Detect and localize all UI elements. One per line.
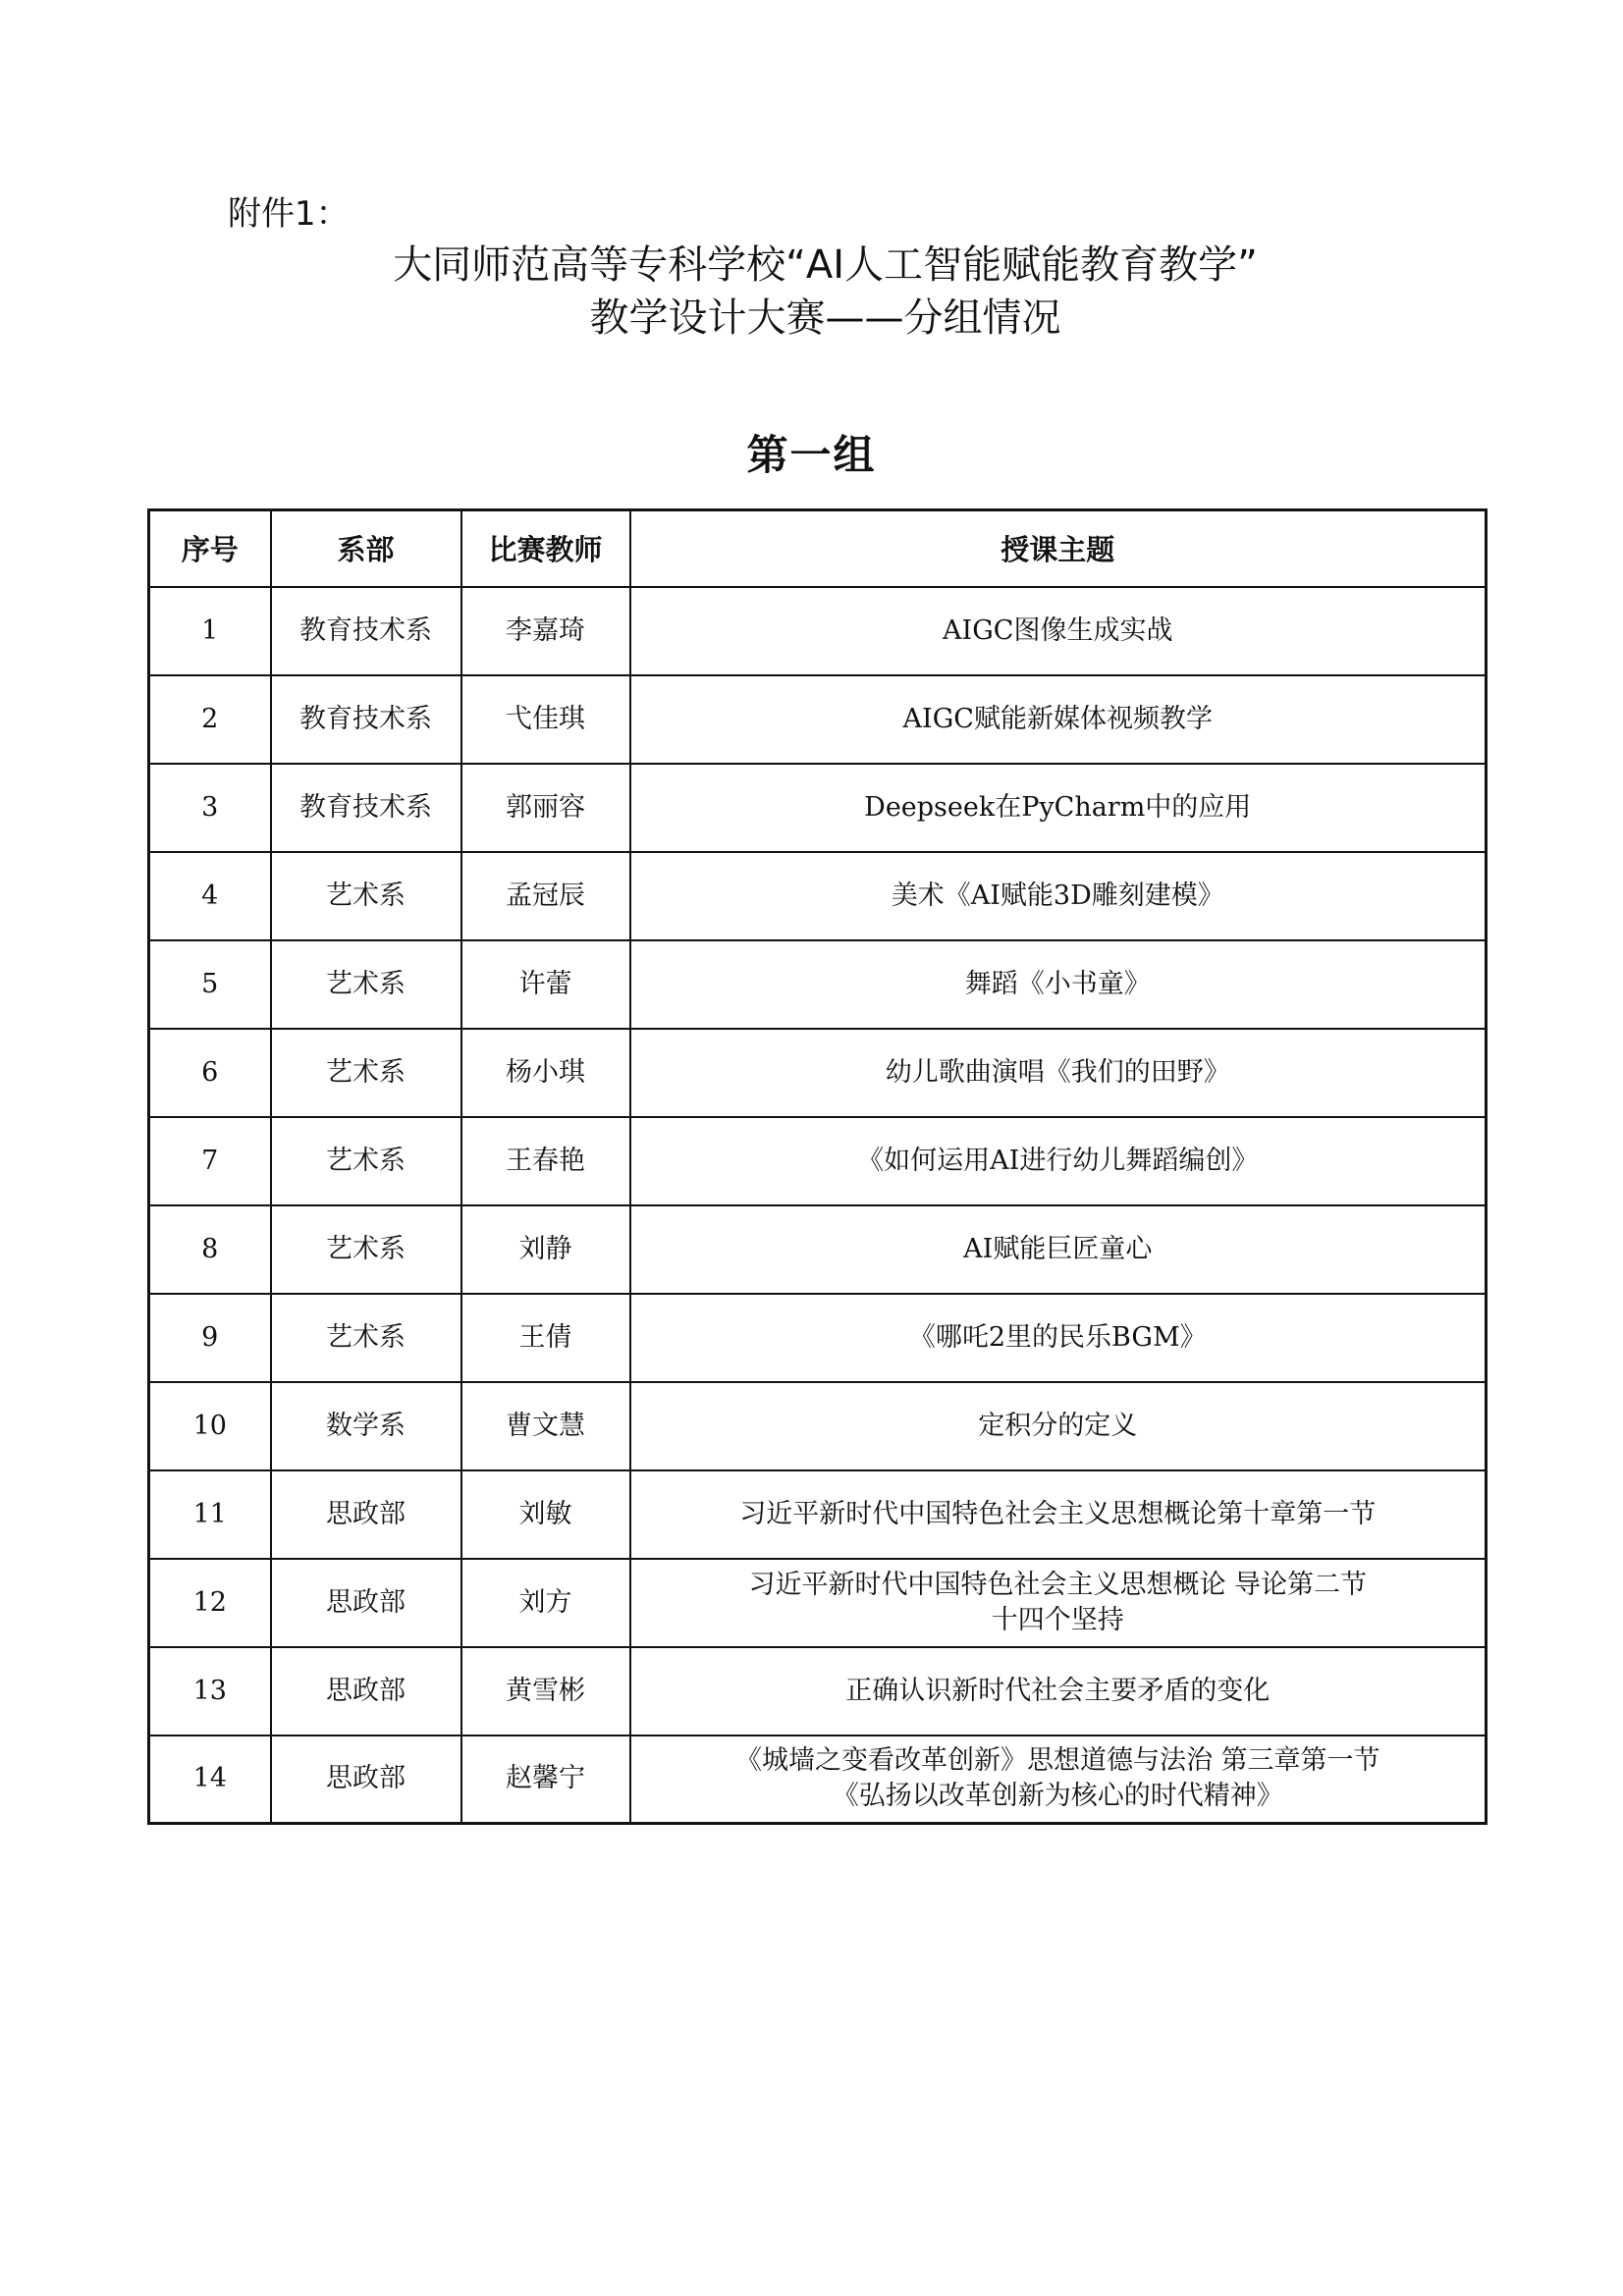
cell-teacher: 杨小琪: [461, 1029, 630, 1117]
table-row: [149, 852, 1487, 940]
cell-teacher: 刘方: [461, 1559, 630, 1647]
cell-topic: [630, 1205, 1487, 1294]
cell-teacher: 赵馨宁: [461, 1735, 630, 1824]
topic-line-1: 美术《AI赋能3D雕刻建模》: [891, 880, 1224, 911]
header-department: 系部: [271, 510, 461, 587]
cell-teacher: 刘敏: [461, 1470, 630, 1559]
cell-topic: [630, 1735, 1487, 1824]
cell-topic: [630, 1382, 1487, 1470]
topic-line-2: 《弘扬以改革创新为核心的时代精神》: [832, 1781, 1283, 1812]
cell-topic: [630, 940, 1487, 1029]
topic-line-1: Deepseek在PyCharm中的应用: [864, 791, 1252, 823]
header-teacher: 比赛教师: [461, 510, 630, 587]
cell-department: 思政部: [271, 1647, 461, 1735]
topic-line-1: 习近平新时代中国特色社会主义思想概论 导论第二节: [748, 1569, 1368, 1600]
cell-index: 13: [149, 1647, 271, 1735]
table-row: [149, 1735, 1487, 1824]
cell-department: 教育技术系: [271, 587, 461, 675]
topic-line-1: 习近平新时代中国特色社会主义思想概论第十章第一节: [739, 1498, 1377, 1529]
cell-teacher: 孟冠辰: [461, 852, 630, 940]
cell-department: 艺术系: [271, 1117, 461, 1205]
cell-index: 2: [149, 675, 271, 764]
cell-teacher: 弋佳琪: [461, 675, 630, 764]
cell-topic: [630, 1470, 1487, 1559]
topic-line-1: AIGC赋能新媒体视频教学: [902, 703, 1213, 734]
cell-topic: [630, 1029, 1487, 1117]
table-row: [149, 1294, 1487, 1382]
cell-teacher: 曹文慧: [461, 1382, 630, 1470]
table-row: [149, 1117, 1487, 1205]
cell-index: 12: [149, 1559, 271, 1647]
table-row: [149, 1647, 1487, 1735]
group-title: 第一组: [746, 431, 877, 479]
cell-teacher: 郭丽容: [461, 764, 630, 852]
cell-topic: [630, 1647, 1487, 1735]
cell-teacher: 黄雪彬: [461, 1647, 630, 1735]
document-title-line-1: 大同师范高等专科学校“AI人工智能赋能教育教学”: [393, 242, 1258, 288]
cell-department: 数学系: [271, 1382, 461, 1470]
topic-line-1: AI赋能巨匠童心: [963, 1233, 1153, 1264]
topic-line-2: 十四个坚持: [991, 1604, 1124, 1635]
cell-topic: [630, 675, 1487, 764]
topic-line-1: 舞蹈《小书童》: [964, 968, 1151, 999]
cell-department: 思政部: [271, 1735, 461, 1824]
cell-index: 5: [149, 940, 271, 1029]
table-row: [149, 1029, 1487, 1117]
cell-department: 艺术系: [271, 852, 461, 940]
cell-index: 9: [149, 1294, 271, 1382]
attachment-label: 附件1：: [228, 194, 350, 234]
cell-topic: [630, 764, 1487, 852]
topic-line-1: 幼儿歌曲演唱《我们的田野》: [885, 1056, 1230, 1088]
cell-index: 10: [149, 1382, 271, 1470]
group-table: [147, 508, 1488, 1825]
cell-teacher: 王春艳: [461, 1117, 630, 1205]
topic-line-1: AIGC图像生成实战: [943, 614, 1173, 646]
cell-department: 艺术系: [271, 940, 461, 1029]
cell-index: 11: [149, 1470, 271, 1559]
cell-index: 4: [149, 852, 271, 940]
table-row: [149, 940, 1487, 1029]
cell-index: 14: [149, 1735, 271, 1824]
table-row: [149, 587, 1487, 675]
cell-teacher: 王倩: [461, 1294, 630, 1382]
cell-index: 6: [149, 1029, 271, 1117]
cell-topic: [630, 1117, 1487, 1205]
cell-index: 3: [149, 764, 271, 852]
cell-department: 艺术系: [271, 1205, 461, 1294]
table-row: [149, 675, 1487, 764]
table-row: [149, 764, 1487, 852]
topic-line-1: 《如何运用AI进行幼儿舞蹈编创》: [857, 1145, 1259, 1176]
cell-teacher: 许蕾: [461, 940, 630, 1029]
cell-teacher: 李嘉琦: [461, 587, 630, 675]
cell-index: 1: [149, 587, 271, 675]
table-body: [149, 587, 1487, 1824]
cell-topic: [630, 852, 1487, 940]
topic-line-1: 正确认识新时代社会主要矛盾的变化: [845, 1675, 1271, 1706]
topic-line-1: 定积分的定义: [978, 1410, 1138, 1441]
cell-teacher: 刘静: [461, 1205, 630, 1294]
table-row: [149, 1470, 1487, 1559]
document-title-line-2: 教学设计大赛——分组情况: [589, 295, 1061, 341]
cell-department: 思政部: [271, 1470, 461, 1559]
topic-line-1: 《哪吒2里的民乐BGM》: [908, 1321, 1207, 1353]
header-topic: 授课主题: [630, 510, 1487, 587]
cell-index: 7: [149, 1117, 271, 1205]
table-header-row: [149, 510, 1487, 587]
cell-department: 艺术系: [271, 1294, 461, 1382]
cell-department: 思政部: [271, 1559, 461, 1647]
header-index: 序号: [149, 510, 271, 587]
cell-topic: [630, 587, 1487, 675]
cell-department: 教育技术系: [271, 764, 461, 852]
cell-department: 教育技术系: [271, 675, 461, 764]
cell-department: 艺术系: [271, 1029, 461, 1117]
cell-topic: [630, 1294, 1487, 1382]
cell-index: 8: [149, 1205, 271, 1294]
table-row: [149, 1205, 1487, 1294]
table-row: [149, 1559, 1487, 1647]
table-row: [149, 1382, 1487, 1470]
cell-topic: [630, 1559, 1487, 1647]
topic-line-1: 《城墙之变看改革创新》思想道德与法治 第三章第一节: [734, 1745, 1380, 1777]
